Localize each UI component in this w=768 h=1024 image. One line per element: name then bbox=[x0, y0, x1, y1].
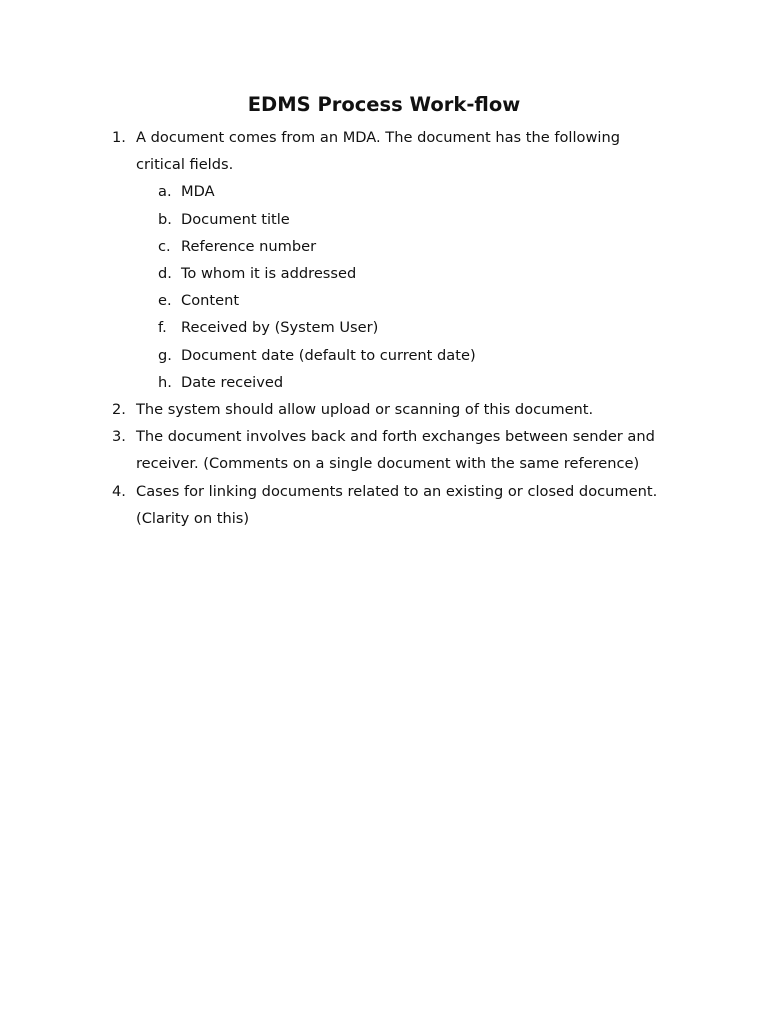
sub-list-item bbox=[136, 206, 712, 233]
sub-list-marker: g. bbox=[158, 346, 172, 364]
sub-list-marker: f. bbox=[158, 319, 167, 337]
sub-list-item bbox=[136, 260, 712, 287]
list-item bbox=[112, 478, 712, 532]
sub-list-text: MDA bbox=[181, 183, 215, 201]
list-item-line: The document involves back and forth exchanges between sender and bbox=[136, 428, 655, 446]
workflow-list bbox=[112, 124, 712, 532]
list-marker: 2. bbox=[112, 401, 126, 419]
sub-list-marker: h. bbox=[158, 373, 172, 391]
sub-list-marker: a. bbox=[158, 183, 172, 201]
sub-list-item bbox=[136, 287, 712, 314]
list-item bbox=[112, 124, 712, 396]
sub-list-text: Document date (default to current date) bbox=[181, 346, 476, 364]
list-item bbox=[112, 396, 712, 423]
sub-list-text: Reference number bbox=[181, 237, 317, 255]
list-marker: 1. bbox=[112, 129, 126, 146]
sub-list-item bbox=[136, 178, 712, 205]
list-marker: 4. bbox=[112, 482, 126, 500]
list-item bbox=[112, 423, 712, 477]
sub-list-text: Content bbox=[181, 292, 240, 310]
sub-list-text: To whom it is addressed bbox=[181, 265, 357, 283]
sub-list-text: Document title bbox=[181, 210, 290, 228]
sub-list-marker: e. bbox=[158, 292, 172, 310]
sub-list-item bbox=[136, 314, 712, 341]
list-item-line: critical fields. bbox=[136, 156, 234, 174]
list-marker: 3. bbox=[112, 428, 126, 446]
sub-list-item bbox=[136, 233, 712, 260]
sub-list-text: Date received bbox=[181, 373, 284, 391]
list-item-line: A document comes from an MDA. The document has the following bbox=[136, 129, 620, 146]
document-title: EDMS Process Work-flow bbox=[247, 93, 521, 116]
list-item-line: The system should allow upload or scanning of this document. bbox=[136, 401, 594, 419]
sub-list-item bbox=[136, 369, 712, 396]
sub-list-marker: b. bbox=[158, 210, 172, 228]
list-item-line: Cases for linking documents related to an existing or closed document. bbox=[136, 482, 658, 500]
list-item-line: (Clarity on this) bbox=[136, 509, 250, 527]
sub-list-marker: d. bbox=[158, 265, 172, 283]
critical-fields-list bbox=[136, 178, 712, 396]
sub-list-item bbox=[136, 342, 712, 369]
list-item-line: receiver. (Comments on a single document with the same reference) bbox=[136, 455, 640, 473]
sub-list-text: Received by (System User) bbox=[181, 319, 379, 337]
sub-list-marker: c. bbox=[158, 237, 171, 255]
